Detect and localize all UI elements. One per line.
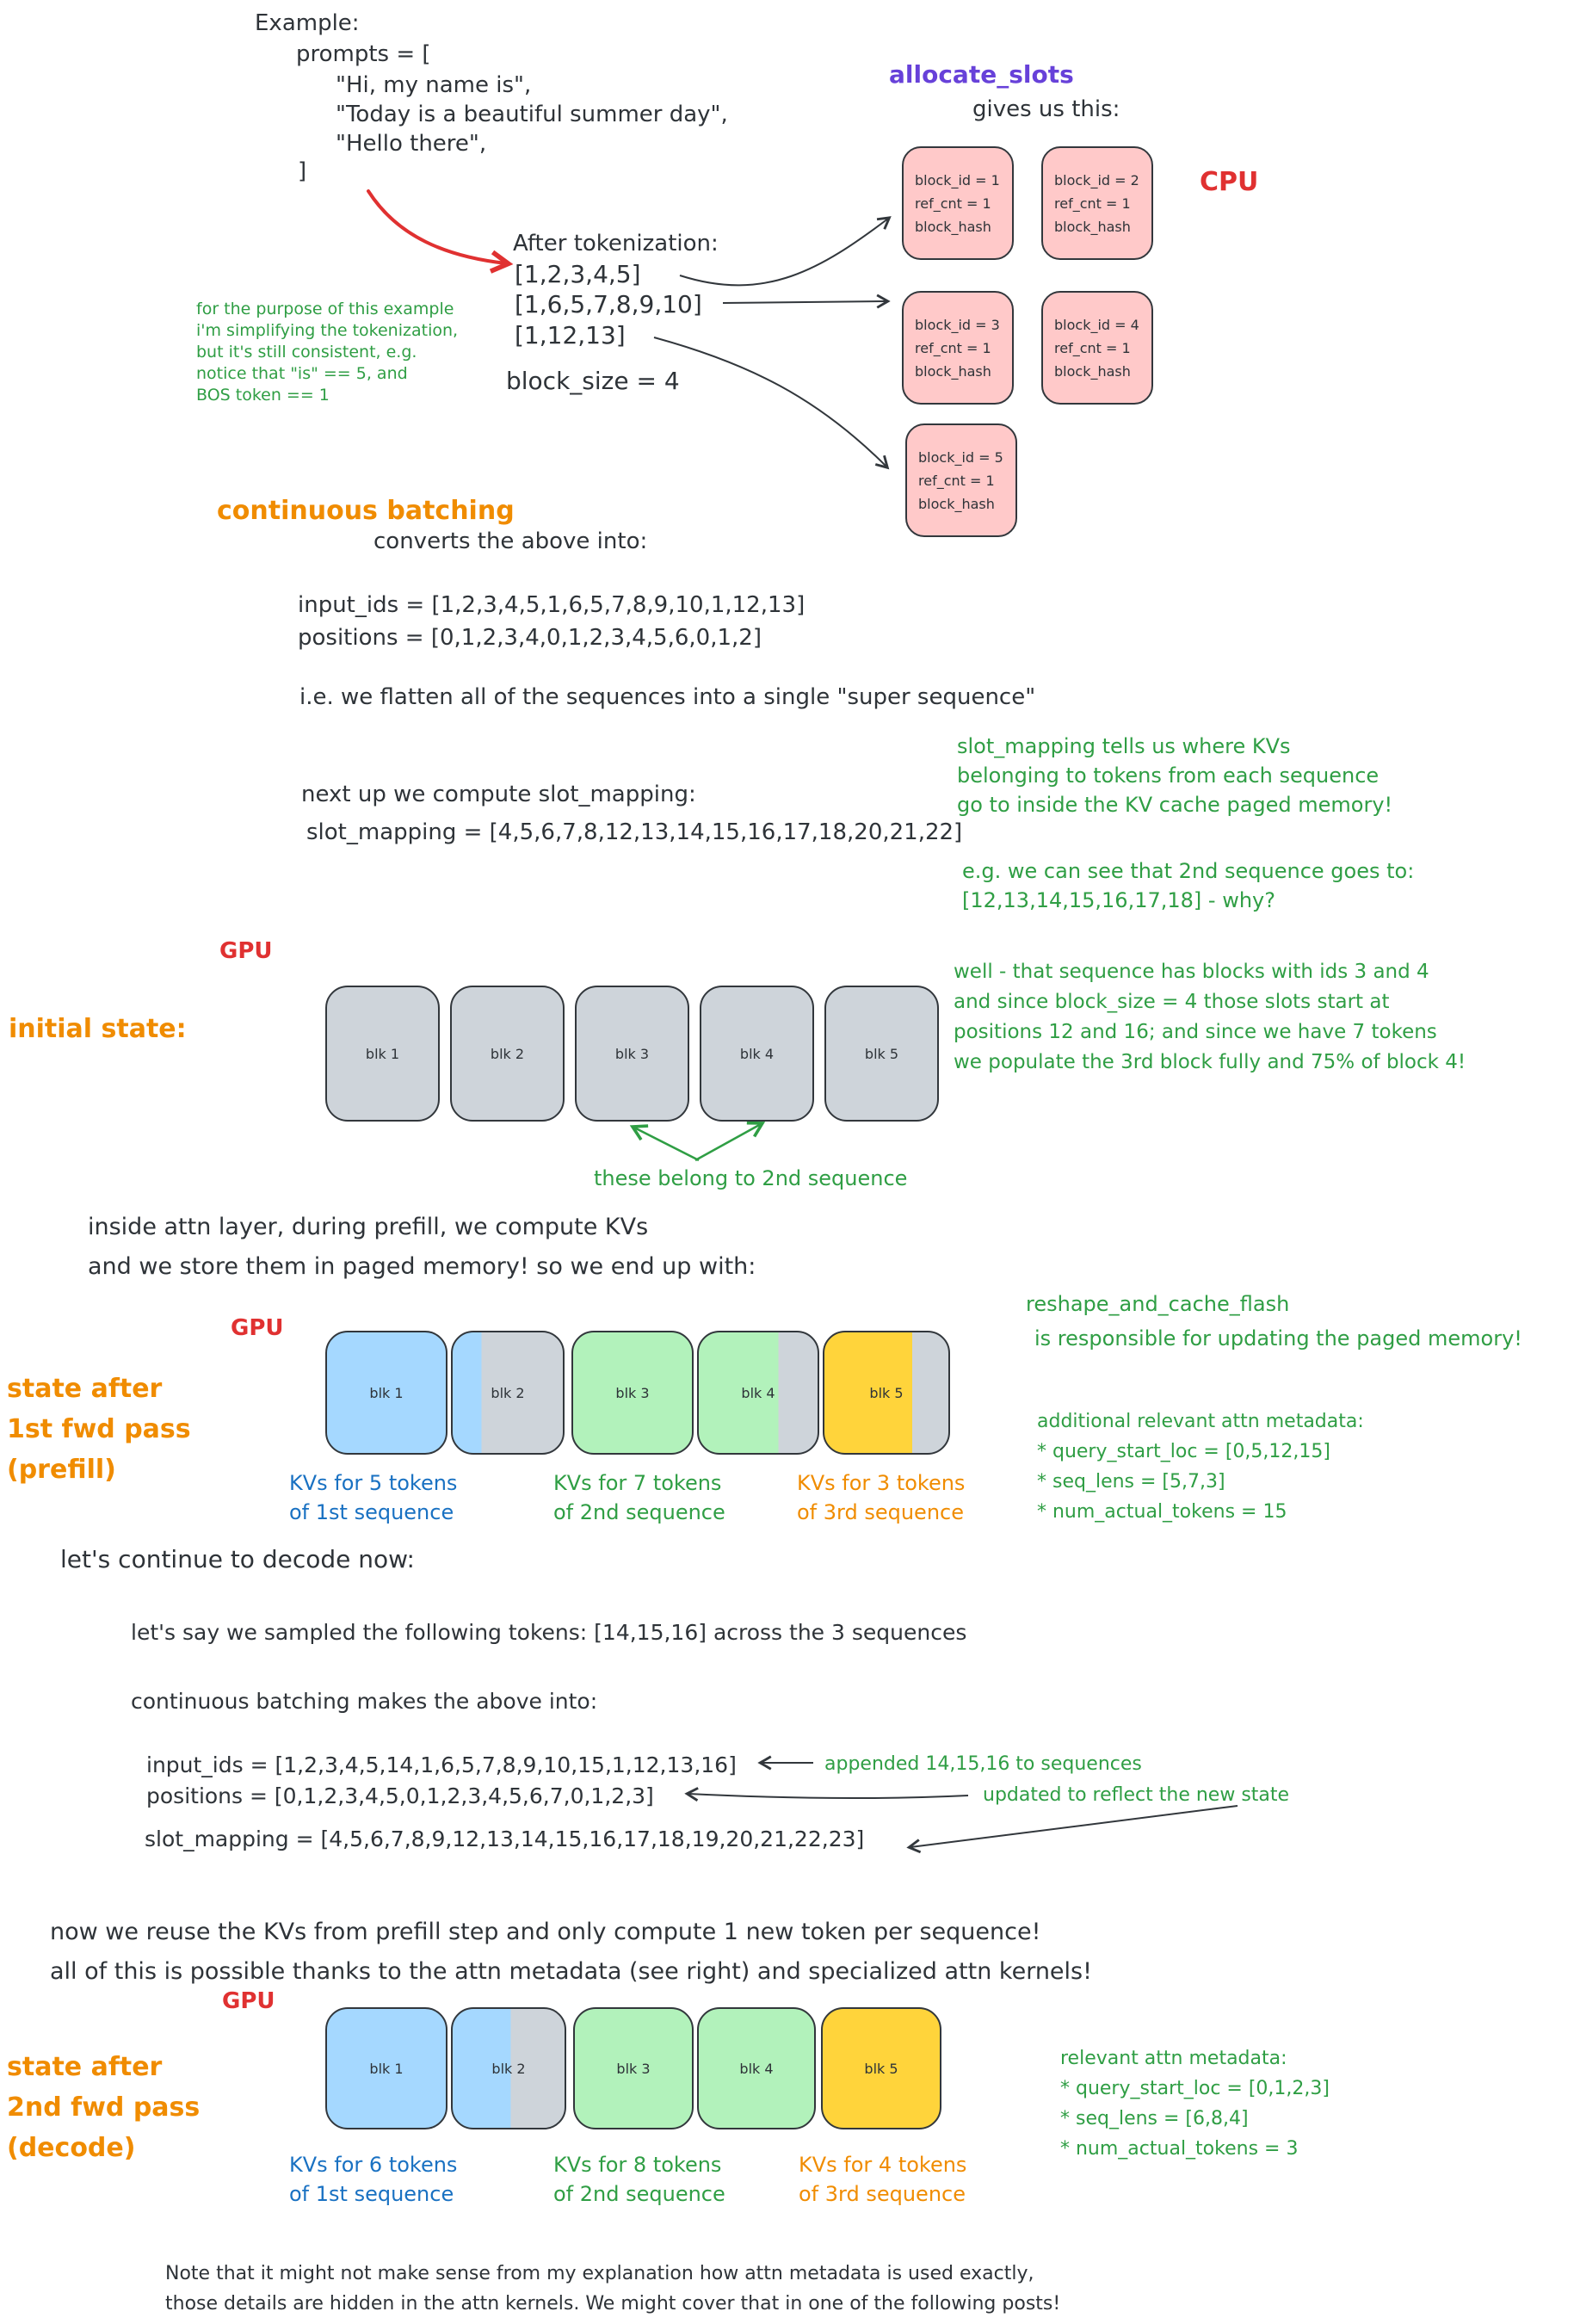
cpu-block-2 — [1041, 146, 1153, 260]
decode-positions: positions = [0,1,2,3,4,5,0,1,2,3,4,5,6,7,0,1,2,3] — [146, 1783, 654, 1808]
prefill-caption-seq3-line: KVs for 3 tokens — [797, 1471, 966, 1495]
decode-state-line: (decode) — [7, 2133, 136, 2163]
prefill-attn-metadata-line: * query_start_loc = [0,5,12,15] — [1037, 1441, 1330, 1462]
gpu-label-decode: GPU — [222, 1988, 275, 2014]
reuse-kv-note-line: all of this is possible thanks to the attn metadata (see right) and specialized attn kernels! — [50, 1958, 1092, 1985]
slot-mapping-explain-line: slot_mapping tells us where KVs — [957, 734, 1291, 758]
decode-attn-metadata-line: * num_actual_tokens = 3 — [1060, 2138, 1299, 2160]
gpu-decode-block-5-label: blk 5 — [864, 2060, 898, 2077]
prefill-caption-seq1 — [289, 1468, 457, 1527]
seq2-to-block3-arrow — [723, 301, 886, 303]
cpu-block-4 — [1041, 291, 1153, 405]
gpu-decode-block-1-label: blk 1 — [369, 2060, 404, 2077]
prefill-attn-metadata — [1037, 1406, 1364, 1527]
block-size-label: block_size = 4 — [506, 367, 680, 395]
decode-caption-seq1-line: KVs for 6 tokens — [289, 2153, 458, 2177]
prompts-open: prompts = [ — [296, 41, 431, 67]
gpu-initial-block-1 — [325, 986, 440, 1122]
decode-caption-seq1 — [289, 2150, 457, 2209]
gpu-prefill-block-5 — [823, 1331, 950, 1455]
cpu-block-1-refcnt: ref_cnt = 1 — [915, 195, 991, 212]
prompt-2: "Today is a beautiful summer day", — [336, 102, 728, 127]
decode-caption-seq2-line: KVs for 8 tokens — [553, 2153, 722, 2177]
decode-caption-seq1-line: of 1st sequence — [289, 2182, 454, 2206]
cpu-block-5 — [905, 423, 1017, 537]
decode-slot-mapping: slot_mapping = [4,5,6,7,8,9,12,13,14,15,16,17,18,19,20,21,22,23] — [145, 1826, 865, 1851]
prefill-caption-seq1-line: KVs for 5 tokens — [289, 1471, 458, 1495]
cpu-block-4-refcnt: ref_cnt = 1 — [1054, 340, 1131, 356]
gpu-decode-block-3 — [573, 2007, 694, 2129]
prefill-caption-seq2 — [553, 1468, 725, 1527]
cpu-block-2-hash: block_hash — [1054, 219, 1131, 235]
prefill-caption-seq3 — [797, 1468, 965, 1527]
gpu-prefill-block-5-label: blk 5 — [869, 1384, 904, 1401]
gpu-initial-block-3-label: blk 3 — [614, 1045, 650, 1062]
prefill-intro-line: inside attn layer, during prefill, we compute KVs — [88, 1214, 649, 1240]
prefill-attn-metadata-line: * num_actual_tokens = 15 — [1037, 1501, 1287, 1523]
prefill-caption-seq3-line: of 3rd sequence — [797, 1500, 964, 1524]
gpu-prefill-block-1 — [325, 1331, 448, 1455]
cpu-block-5-hash: block_hash — [918, 496, 995, 512]
prompt-3: "Hello there", — [336, 131, 487, 157]
gpu-label-prefill: GPU — [231, 1315, 284, 1341]
sampled-tokens-line: let's say we sampled the following tokens: [14,15,16] across the 3 sequences — [131, 1620, 967, 1645]
prefill-state-line: 1st fwd pass — [7, 1414, 191, 1444]
slot-mapping-example-line: [12,13,14,15,16,17,18] - why? — [962, 888, 1275, 912]
gpu-prefill-block-1-label: blk 1 — [369, 1384, 404, 1401]
tokenization-note-line: i'm simplifying the tokenization, — [196, 321, 459, 340]
slot-mapping-why-line: well - that sequence has blocks with ids 3 and 4 — [954, 961, 1429, 983]
tokenized-seq-2: [1,6,5,7,8,9,10] — [515, 290, 702, 318]
cpu-block-5-id: block_id = 5 — [918, 449, 1003, 466]
prefill-intro-line: and we store them in paged memory! so we end up with: — [88, 1253, 756, 1280]
prefill-attn-metadata-line: additional relevant attn metadata: — [1037, 1411, 1364, 1432]
cpu-block-4-hash: block_hash — [1054, 363, 1131, 380]
tokenized-seq-1: [1,2,3,4,5] — [515, 260, 641, 288]
updated-note: updated to reflect the new state — [983, 1784, 1290, 1806]
updated-note-slotmapping-arrow — [910, 1806, 1238, 1847]
gpu-initial-block-5 — [824, 986, 939, 1122]
prefill-state-label — [7, 1369, 191, 1490]
decode-attn-metadata — [1060, 2043, 1330, 2164]
tokenization-note — [196, 299, 458, 406]
prefill-attn-metadata-line: * seq_lens = [5,7,3] — [1037, 1471, 1225, 1493]
reshape-responsible-label: is responsible for updating the paged memory! — [1034, 1326, 1522, 1351]
updated-note-positions-arrow — [688, 1794, 968, 1798]
gpu-prefill-block-3 — [571, 1331, 694, 1455]
prompts-close: ] — [298, 158, 307, 184]
example-title: Example: — [255, 10, 360, 36]
footer-note-line: those details are hidden in the attn kernels. We might cover that in one of the following posts! — [165, 2293, 1061, 2315]
reuse-kv-note — [50, 1913, 1092, 1992]
decode-attn-metadata-line: * seq_lens = [6,8,4] — [1060, 2108, 1249, 2129]
cpu-block-1-hash: block_hash — [915, 219, 991, 235]
decode-caption-seq3-line: of 3rd sequence — [799, 2182, 966, 2206]
slot-mapping-why — [954, 957, 1466, 1078]
prefill-state-line: state after — [7, 1374, 163, 1404]
cpu-label: CPU — [1200, 167, 1259, 197]
slot-mapping-why-line: positions 12 and 16; and since we have 7 tokens — [954, 1021, 1437, 1043]
batched-positions: positions = [0,1,2,3,4,0,1,2,3,4,5,6,0,1,2] — [298, 625, 762, 651]
slot-mapping-explain-line: belonging to tokens from each sequence — [957, 763, 1380, 788]
prefill-caption-seq2-line: of 2nd sequence — [553, 1500, 725, 1524]
gpu-decode-block-2 — [451, 2007, 566, 2129]
prefill-caption-seq2-line: KVs for 7 tokens — [553, 1471, 722, 1495]
batched-input-ids: input_ids = [1,2,3,4,5,1,6,5,7,8,9,10,1,12,13] — [298, 592, 806, 618]
tokenization-note-line: notice that "is" == 5, and — [196, 364, 408, 383]
slot-mapping-explain-line: go to inside the KV cache paged memory! — [957, 793, 1393, 817]
tokenized-seq-3: [1,12,13] — [515, 321, 626, 349]
cpu-block-3-id: block_id = 3 — [915, 317, 1000, 333]
prefill-intro — [88, 1208, 756, 1287]
gpu-label-initial: GPU — [219, 938, 273, 964]
decode-caption-seq2 — [553, 2150, 725, 2209]
gpu-initial-block-2-label: blk 2 — [490, 1045, 525, 1062]
slot-mapping-intro: next up we compute slot_mapping: — [301, 782, 696, 807]
appended-note: appended 14,15,16 to sequences — [824, 1753, 1142, 1775]
gpu-initial-block-1-label: blk 1 — [365, 1045, 400, 1062]
gpu-decode-block-1 — [325, 2007, 448, 2129]
second-seq-right-arrow — [695, 1124, 761, 1160]
cpu-block-2-id: block_id = 2 — [1054, 172, 1139, 189]
seq3-to-block5-arrow — [654, 337, 886, 467]
prefill-state-line: (prefill) — [7, 1455, 116, 1485]
decode-caption-seq3-line: KVs for 4 tokens — [799, 2153, 967, 2177]
after-tokenization-title: After tokenization: — [513, 231, 719, 257]
footer-note — [165, 2259, 1060, 2319]
cpu-block-1 — [902, 146, 1014, 260]
gpu-decode-block-3-label: blk 3 — [616, 2060, 651, 2077]
cpu-block-3 — [902, 291, 1014, 405]
slot-mapping-why-line: and since block_size = 4 those slots start at — [954, 991, 1390, 1013]
cpu-block-5-refcnt: ref_cnt = 1 — [918, 473, 995, 489]
allocate-slots-label: allocate_slots — [889, 60, 1074, 89]
decode-caption-seq3 — [799, 2150, 966, 2209]
continue-decode-label: let's continue to decode now: — [60, 1545, 415, 1573]
tokenization-note-line: BOS token == 1 — [196, 386, 330, 405]
gpu-prefill-block-2-label: blk 2 — [491, 1384, 525, 1401]
gpu-decode-block-5 — [821, 2007, 941, 2129]
slot-mapping-explain — [957, 732, 1392, 819]
gpu-initial-block-3 — [575, 986, 689, 1122]
reshape-and-cache-label: reshape_and_cache_flash — [1026, 1292, 1290, 1316]
slot-mapping-why-line: we populate the 3rd block fully and 75% of block 4! — [954, 1051, 1466, 1073]
gives-us-this-label: gives us this: — [972, 96, 1120, 122]
gpu-prefill-block-4-label: blk 4 — [741, 1384, 775, 1401]
decode-state-line: 2nd fwd pass — [7, 2092, 201, 2123]
gpu-initial-block-2 — [450, 986, 565, 1122]
decode-state-line: state after — [7, 2052, 163, 2082]
flatten-note: i.e. we flatten all of the sequences into a single "super sequence" — [299, 684, 1036, 710]
decode-attn-metadata-line: relevant attn metadata: — [1060, 2048, 1287, 2069]
prompt-1: "Hi, my name is", — [336, 72, 532, 98]
gpu-prefill-block-3-label: blk 3 — [615, 1384, 650, 1401]
cpu-block-2-refcnt: ref_cnt = 1 — [1054, 195, 1131, 212]
gpu-prefill-block-4 — [697, 1331, 819, 1455]
continuous-batching-title: continuous batching — [217, 496, 515, 526]
slot-mapping-example-line: e.g. we can see that 2nd sequence goes to: — [962, 859, 1415, 883]
gpu-decode-block-4-label: blk 4 — [739, 2060, 774, 2077]
gpu-decode-block-2-label: blk 2 — [491, 2060, 526, 2077]
second-sequence-note: these belong to 2nd sequence — [594, 1166, 908, 1190]
initial-state-label: initial state: — [9, 1014, 187, 1044]
tokenization-note-line: for the purpose of this example — [196, 300, 454, 318]
slot-mapping-value: slot_mapping = [4,5,6,7,8,12,13,14,15,16,17,18,20,21,22] — [306, 819, 963, 845]
prompts-to-tokenization-arrow — [368, 191, 506, 263]
decode-caption-seq2-line: of 2nd sequence — [553, 2182, 725, 2206]
decode-input-ids: input_ids = [1,2,3,4,5,14,1,6,5,7,8,9,10,15,1,12,13,16] — [146, 1752, 737, 1777]
gpu-decode-block-4 — [697, 2007, 816, 2129]
converts-above-label: converts the above into: — [373, 528, 648, 554]
decode-batching-line: continuous batching makes the above into: — [131, 1689, 598, 1714]
cpu-block-3-refcnt: ref_cnt = 1 — [915, 340, 991, 356]
prefill-caption-seq1-line: of 1st sequence — [289, 1500, 454, 1524]
second-seq-left-arrow — [634, 1128, 699, 1160]
decode-state-label — [7, 2047, 200, 2168]
gpu-initial-block-4 — [700, 986, 814, 1122]
reuse-kv-note-line: now we reuse the KVs from prefill step and only compute 1 new token per sequence! — [50, 1919, 1041, 1945]
cpu-block-1-id: block_id = 1 — [915, 172, 1000, 189]
cpu-block-4-id: block_id = 4 — [1054, 317, 1139, 333]
gpu-initial-block-5-label: blk 5 — [864, 1045, 899, 1062]
footer-note-line: Note that it might not make sense from my explanation how attn metadata is used exactly, — [165, 2263, 1034, 2284]
decode-attn-metadata-line: * query_start_loc = [0,1,2,3] — [1060, 2078, 1330, 2099]
slot-mapping-example — [962, 856, 1414, 915]
gpu-initial-block-4-label: blk 4 — [739, 1045, 775, 1062]
cpu-block-3-hash: block_hash — [915, 363, 991, 380]
gpu-prefill-block-2 — [451, 1331, 565, 1455]
tokenization-note-line: but it's still consistent, e.g. — [196, 343, 417, 362]
